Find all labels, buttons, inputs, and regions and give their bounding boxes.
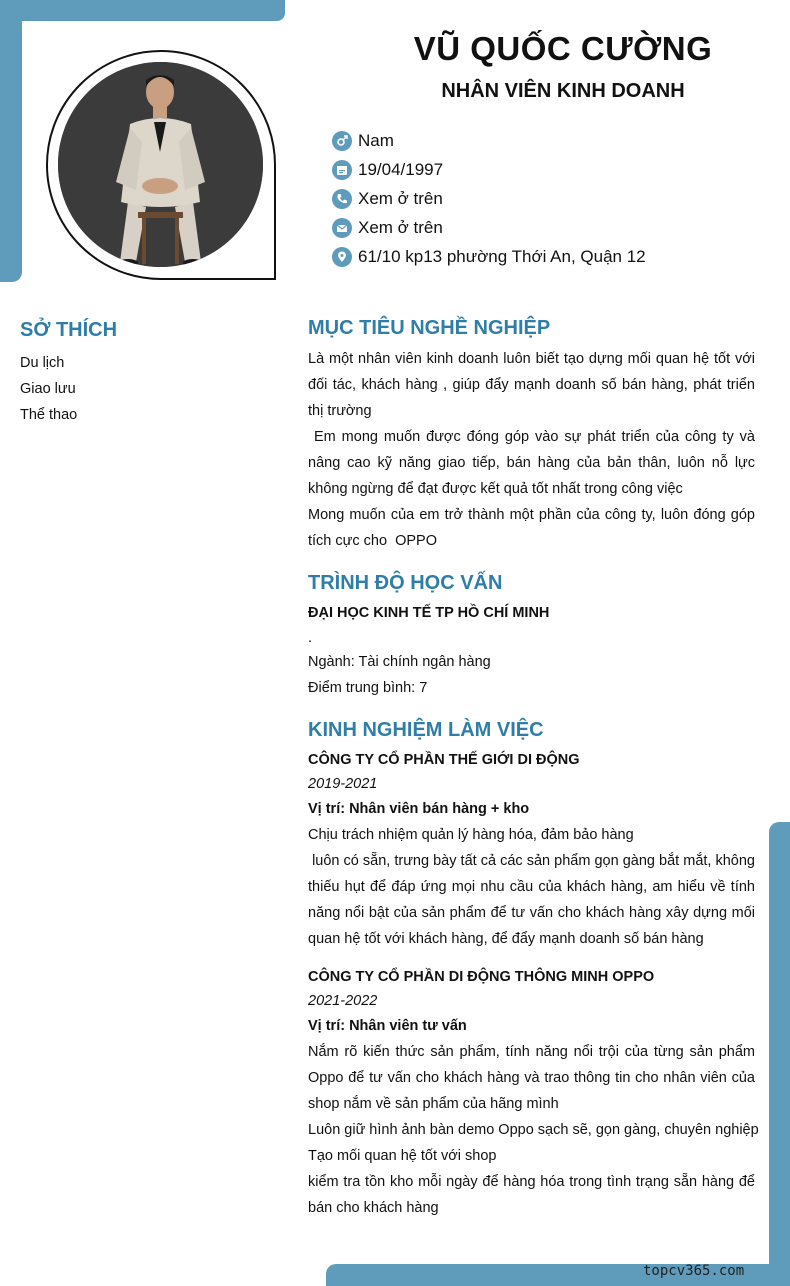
education-gpa: Điểm trung bình: 7: [308, 680, 428, 696]
hobby-item: Thể thao: [20, 407, 78, 423]
address-text: 61/10 kp13 phường Thới An, Quận 12: [358, 247, 646, 266]
education-major: Ngành: Tài chính ngân hàng: [308, 654, 491, 670]
objective-paragraph: Em mong muốn được đóng góp vào sự phát triển của công ty và nâng cao kỹ năng giao tiếp, bán hàng của bản thân, luôn nỗ lực không ngừng để đạt được kết quả tốt nhất trong công việc: [308, 429, 760, 497]
avatar: [58, 62, 263, 267]
gender-text: Nam: [358, 131, 394, 150]
job-description: Nắm rõ kiến thức sản phẩm, tính năng nổi trội của từng sản phẩm Oppo để tư vấn cho khách hàng và trao thông tin cho nhân viên của shop nắm về sản phẩm của hãng mình: [308, 1044, 755, 1112]
top-decor-bar: [0, 0, 285, 21]
job-description: Tạo mối quan hệ tốt với shop: [308, 1148, 497, 1164]
location-icon: [332, 247, 352, 267]
contact-email: [332, 216, 443, 240]
job-position: Vị trí: Nhân viên bán hàng + kho: [308, 801, 530, 817]
candidate-name: VŨ QUỐC CƯỜNG: [413, 30, 713, 67]
hobby-item: Giao lưu: [20, 381, 76, 397]
hobby-item: Du lịch: [20, 355, 65, 371]
job-period: 2021-2022: [308, 993, 378, 1009]
gender-icon: [332, 131, 352, 151]
job-title: NHÂN VIÊN KINH DOANH: [441, 80, 685, 102]
education-title: TRÌNH ĐỘ HỌC VẤN: [308, 572, 503, 594]
phone-icon: [332, 189, 352, 209]
company-name: CÔNG TY CỔ PHẦN THẾ GIỚI DI ĐỘNG: [308, 752, 580, 768]
calendar-icon: [332, 160, 352, 180]
phone-text: Xem ở trên: [358, 189, 443, 208]
right-decor-bar: [769, 822, 790, 1286]
watermark: topcv365.com: [643, 1263, 745, 1279]
left-decor-bar: [0, 0, 22, 282]
objective-paragraph: Là một nhân viên kinh doanh luôn biết tạo dựng mối quan hệ tốt với đối tác, khách hàng , giúp đẩy mạnh doanh số bán hàng, phát triển thị trường: [308, 351, 755, 419]
job-position: Vị trí: Nhân viên tư vấn: [308, 1018, 467, 1034]
education-dot: .: [308, 630, 313, 646]
hobbies-title: SỞ THÍCH: [20, 319, 118, 341]
experience-title: KINH NGHIỆM LÀM VIỆC: [308, 719, 544, 741]
email-text: Xem ở trên: [358, 218, 443, 237]
objective-paragraph: Mong muốn của em trở thành một phần của công ty, luôn đóng góp tích cực cho OPPO: [308, 507, 760, 549]
birthday-text: 19/04/1997: [358, 160, 444, 179]
contact-address: [332, 245, 646, 269]
job-description: Luôn giữ hình ảnh bàn demo Oppo sạch sẽ, gọn gàng, chuyên nghiệp: [308, 1122, 759, 1138]
job-description: kiểm tra tồn kho mỗi ngày để hàng hóa trong tình trạng sẵn hàng để bán cho khách hàng: [308, 1174, 755, 1216]
school-name: ĐẠI HỌC KINH TẾ TP HỒ CHÍ MINH: [308, 605, 550, 621]
email-icon: [332, 218, 352, 238]
contact-gender: [332, 129, 394, 153]
job-description: Chịu trách nhiệm quản lý hàng hóa, đảm bảo hàng: [308, 827, 634, 843]
job-period: 2019-2021: [308, 776, 378, 792]
contact-birthday: [332, 158, 443, 182]
company-name: CÔNG TY CỔ PHẦN DI ĐỘNG THÔNG MINH OPPO: [308, 969, 655, 985]
contact-phone: [332, 187, 443, 211]
objective-title: MỤC TIÊU NGHỀ NGHIỆP: [308, 317, 551, 339]
job-description: luôn có sẵn, trưng bày tất cả các sản phẩm gọn gàng bắt mắt, không thiếu hụt để đáp ứng mọi nhu cầu của khách hàng, am hiểu về tính năng nổi bật của sản phẩm để tư vấn cho khách hàng xây dựng mối quan hệ tốt với khách hàng, để đẩy mạnh doanh số bán hàng: [308, 853, 760, 947]
